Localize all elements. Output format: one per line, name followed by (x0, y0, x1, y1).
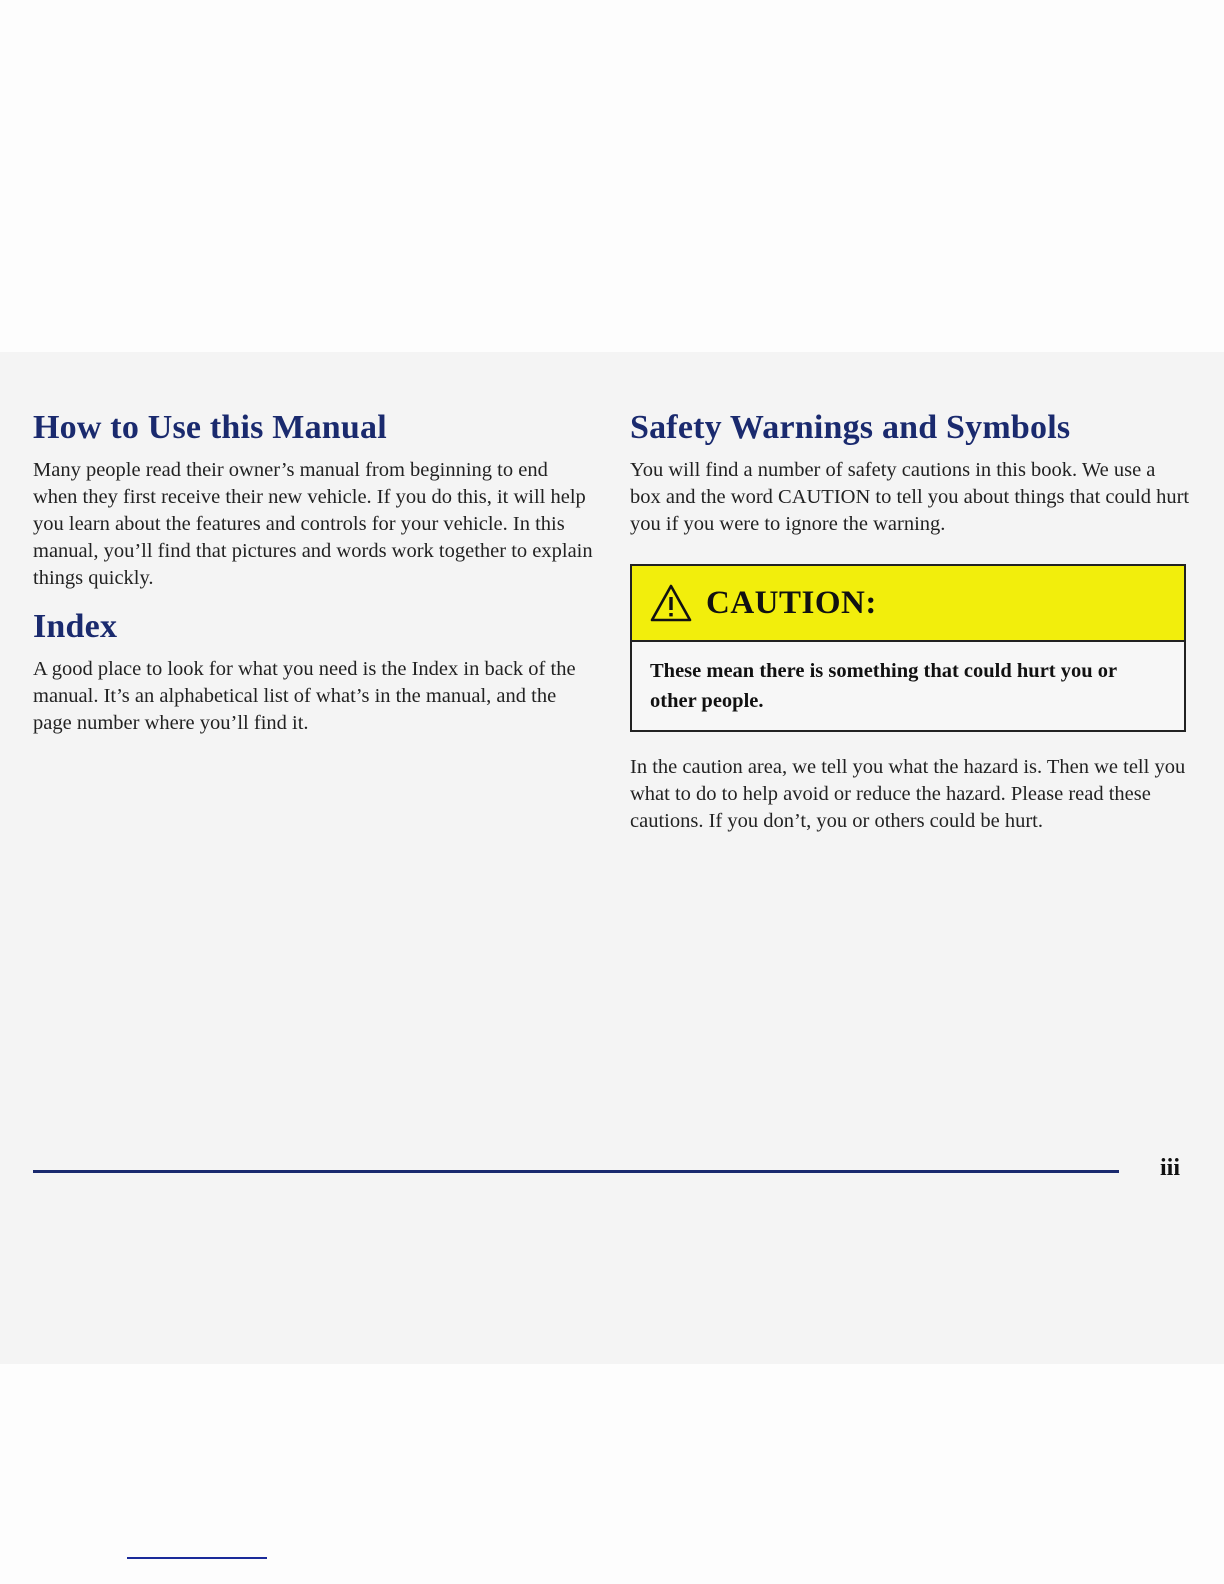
page-number: iii (1159, 1155, 1180, 1181)
caution-box (630, 564, 1186, 732)
safety-intro-paragraph: You will find a number of safety cautions in this book. We use a box and the word CAUTION to tell you about things that could hurt you if you were to ignore the warning. (630, 459, 1190, 535)
caution-explanation-paragraph: In the caution area, we tell you what the hazard is. Then we tell you what to do to help avoid or reduce the hazard. Please read these cautions. If you don’t, you or others could be hurt. (630, 756, 1186, 832)
right-column (630, 405, 1190, 835)
safety-heading: Safety Warnings and Symbols (630, 409, 1071, 446)
warning-triangle-icon (650, 584, 692, 622)
index-heading: Index (33, 608, 118, 645)
how-to-use-heading: How to Use this Manual (33, 409, 387, 446)
caution-header (632, 566, 1184, 642)
left-column (33, 405, 593, 737)
how-to-use-paragraph: Many people read their owner’s manual from beginning to end when they first receive their new vehicle. If you do this, it will help you learn about the features and controls for your vehicle. In this manual, you’ll find that pictures and words work together to explain things quickly. (33, 459, 593, 589)
caution-text: These mean there is something that could hurt you or other people. (650, 660, 1117, 712)
bottom-link-underline (127, 1557, 267, 1559)
footer-rule (33, 1170, 1119, 1173)
index-paragraph: A good place to look for what you need is the Index in back of the manual. It’s an alphabetical list of what’s in the manual, and the page number where you’ll find it. (33, 658, 576, 734)
caution-title: CAUTION: (706, 584, 877, 621)
